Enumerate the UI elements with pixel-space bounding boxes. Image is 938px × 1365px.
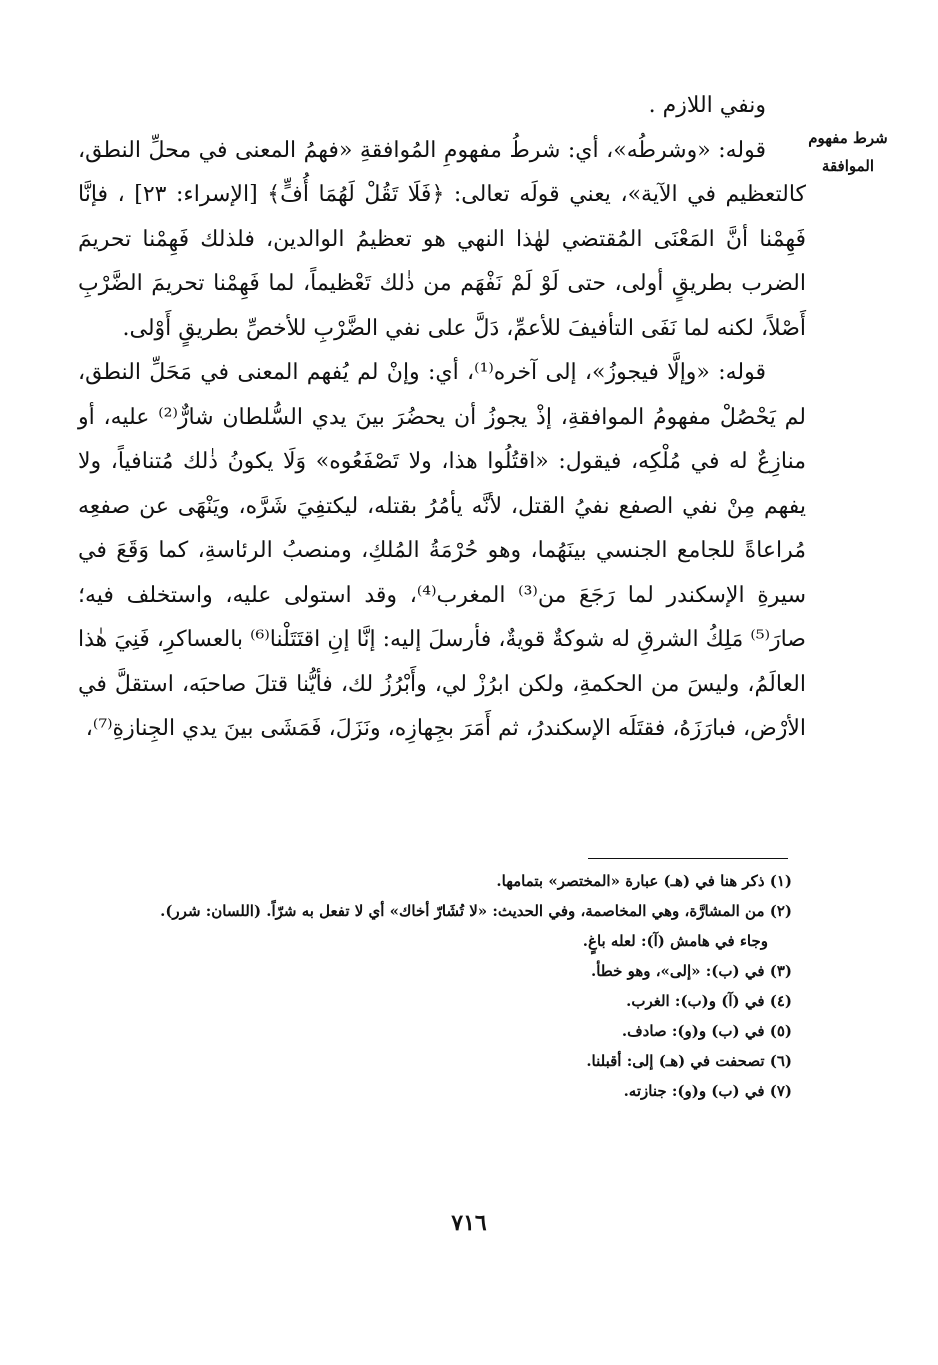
footnote: (٥) في (ب) و(و): صادف. — [621, 1022, 792, 1040]
footnote: (٢) من المشارَّة، وهي المخاصمة، وفي الحديث: «لا تُشَارّ أخاك» أي لا تفعل به شرّاً. (اللسان: شرر). — [160, 902, 792, 920]
footnote: (١) ذكر هنا في (هـ) عبارة «المختصر» بتمامها. — [496, 872, 792, 890]
footnotes — [78, 866, 792, 1106]
footnote: (٣) في (ب): «إلى»، وهو خطأ. — [590, 962, 792, 980]
paragraph: ونفي اللازم . — [648, 93, 766, 118]
footnote: (٤) في (آ) و(ب): الغرب. — [626, 992, 792, 1010]
margin-note: شرط مفهوم الموافقة — [808, 129, 888, 175]
footnote: وجاء في هامش (آ): لعله باغٍ. — [582, 932, 768, 950]
paragraph: قوله: «وإلَّا فيجوزُ»، إلى آخره⁽¹⁾، أي: وإنْ لم يُفهم المعنى في مَحَلِّ النطق، لم يَحْصُلْ مفهومُ الموافقةِ، إذْ يجوزُ أن يحضُرَ بينَ يدي السُّلطان شارٌّ⁽²⁾ عليه، أو منازِعٌ له في مُلْكِه، فيقول: «اقتُلُوا هذا، ولا تَصْفَعُوه» وَلَا يكونُ ذٰلك مُتنافياً، ولا يفهم مِنْ نفي الصفع نفيُ القتل، لأنَّه يأمُرُ بقتله، ليكتفِيَ شَرَّه، ويَنْهَى عن صفعِه مُراعاةً للجامع الجنسي بينَهُما، وهو حُرْمَةُ المُلكِ، ومنصبُ الرئاسةِ، كما وَقَعَ في سيرةِ الإسكندر لما رَجَعَ من⁽³⁾ المغرب⁽⁴⁾، وقد استولى عليه، واستخلف فيه؛ صارَ⁽⁵⁾ مَلِكُ الشرقِ له شوكةٌ قويةٌ، فأرسلَ إليه: إنَّا إنِ اقتَتَلْنا⁽⁶⁾ بالعساكرِ، فَنِيَ هٰذا العالَمُ، وليسَ من الحكمةِ، ولكن ابرُزْ لي، وأَبْرُزُ لك، فأيُّنا قتلَ صاحبَه، استقلَّ في الأرْض، فبارَزَهُ، فقتَلَه الإسكندرُ، ثم أَمَرَ بجِهازِه، ونَزَلَ، فَمَشَى بينَ يدي الجِنازةِ⁽⁷⁾، — [78, 360, 807, 741]
page-number: ٧١٦ — [451, 1210, 487, 1236]
paragraph: قوله: «وشرطُه»، أي: شرطُ مفهومِ المُوافقةِ «فهمُ المعنى في محلِّ النطق، كالتعظيم في الآية»، يعني قولَه تعالى: ﴿فَلَا تَقُلْ لَهُمَا أُفٍّ﴾ [الإسراء: ٢٣] ، فإنَّا فَهِمْنا أنَّ المَعْنَى المُقتضي لهٰذا النهي هو تعظيمُ الوالدين، فلذلك فَهِمْنا تحريمَ الضرب بطريقٍ أولى، حتى لَوْ لَمْ نَفْهَم من ذٰلك تَعْظيماً، لما فَهِمْنا تحريمَ الضَّرْبِ أَصْلاً، لكنه لما نَفَى التأفيفَ للأعمِّ، دَلَّ على نفي الضَّرْبِ للأخصِّ بطريقٍ أَوْلى. — [78, 137, 806, 341]
footnote: (٧) في (ب) و(و): جنازته. — [623, 1082, 792, 1100]
main-text — [78, 84, 806, 752]
footnote: (٦) تصحفت في (هـ) إلى: أقبلنا. — [586, 1052, 792, 1070]
footnote-divider — [588, 858, 788, 859]
